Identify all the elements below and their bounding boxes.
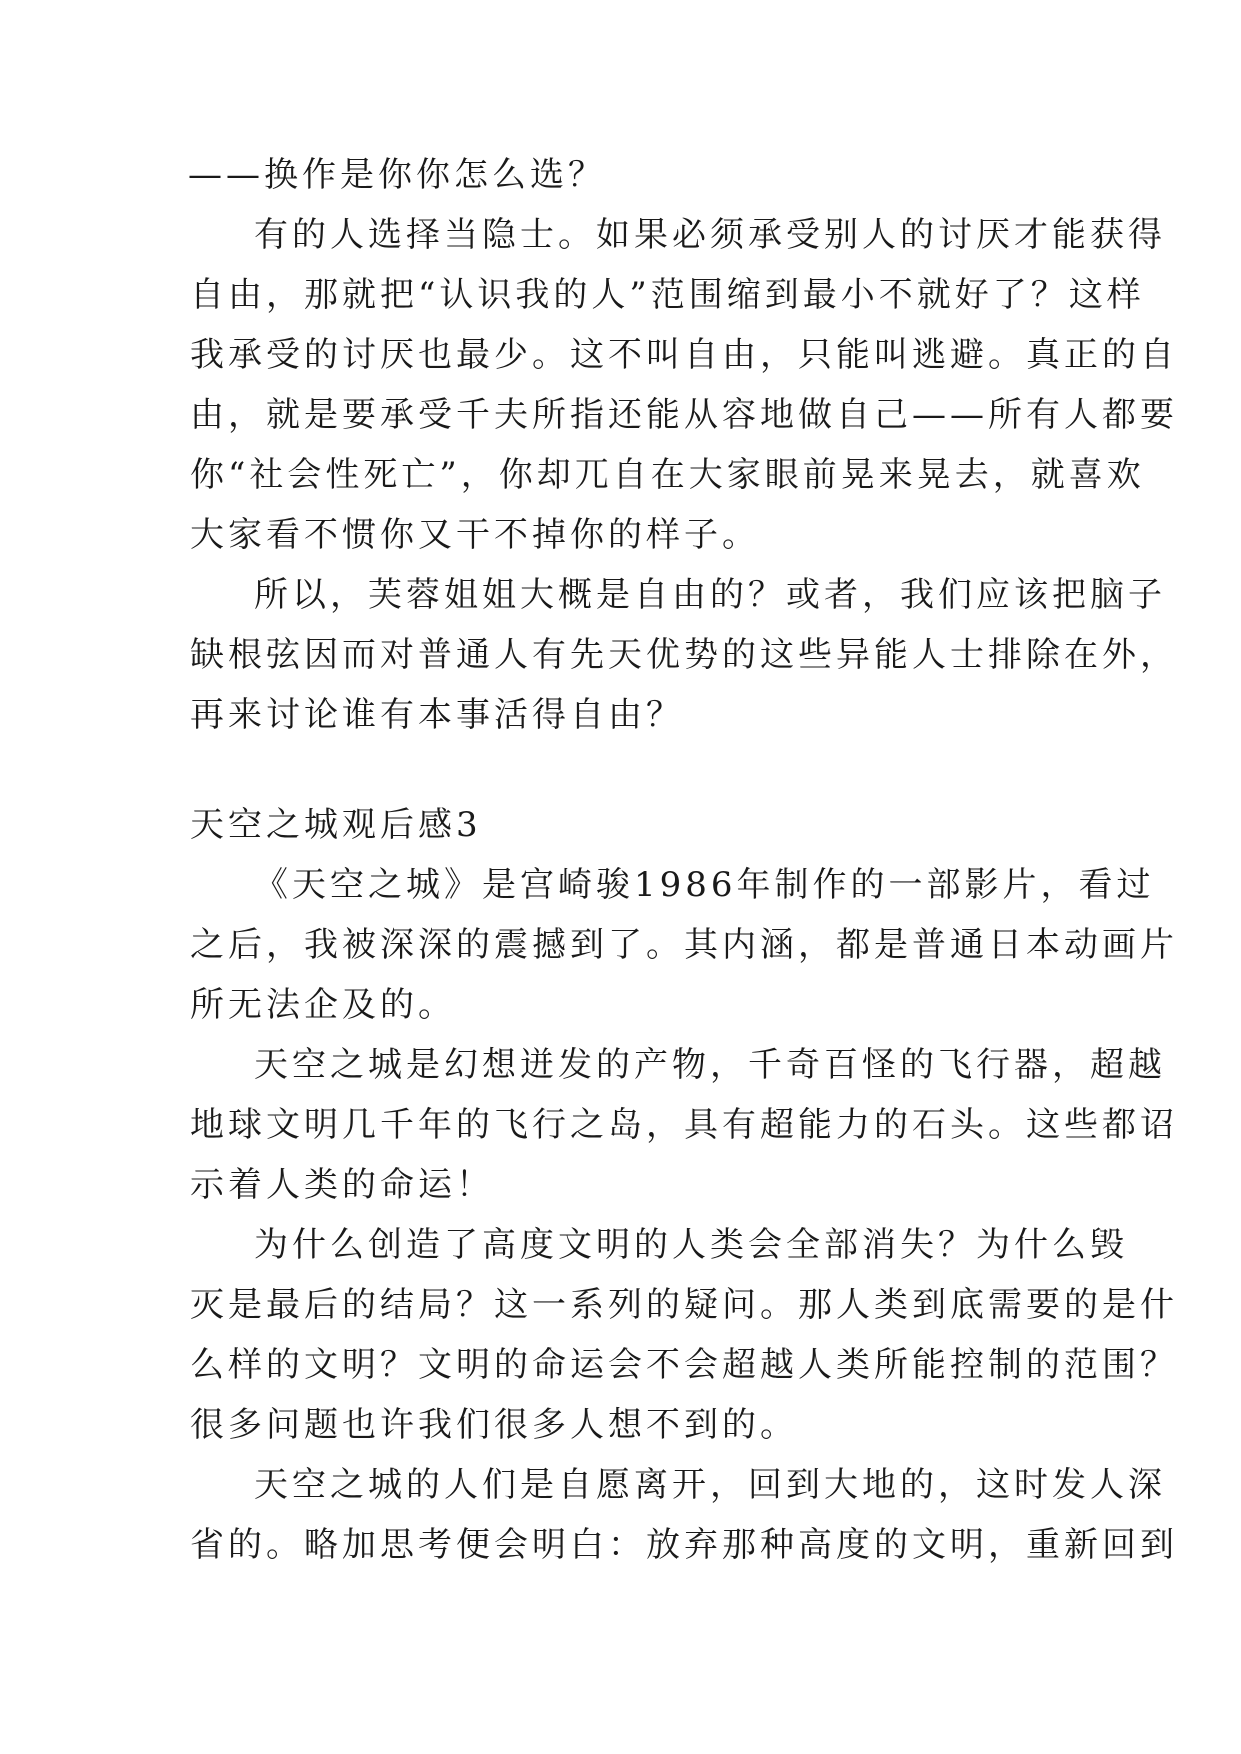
paragraph-line: 之后，我被深深的震撼到了。其内涵，都是普通日本动画片	[190, 925, 1178, 965]
paragraph-line: 天空之城的人们是自愿离开，回到大地的，这时发人深	[254, 1465, 1166, 1505]
paragraph-line: 天空之城是幻想迸发的产物，千奇百怪的飞行器，超越	[254, 1045, 1166, 1085]
paragraph-line: 你“社会性死亡”，你却兀自在大家眼前晃来晃去，就喜欢	[190, 455, 1145, 495]
paragraph-line: 缺根弦因而对普通人有先天优势的这些异能人士排除在外，	[190, 635, 1178, 675]
paragraph-line: 由，就是要承受千夫所指还能从容地做自己——所有人都要	[190, 395, 1178, 435]
paragraph-line: 我承受的讨厌也最少。这不叫自由，只能叫逃避。真正的自	[190, 335, 1178, 375]
paragraph-line: 为什么创造了高度文明的人类会全部消失？为什么毁	[254, 1225, 1128, 1265]
paragraph-line: 地球文明几千年的飞行之岛，具有超能力的石头。这些都诏	[190, 1105, 1178, 1145]
paragraph-line: 自由，那就把“认识我的人”范围缩到最小不就好了？这样	[190, 275, 1145, 315]
paragraph-line: 很多问题也许我们很多人想不到的。	[190, 1405, 798, 1445]
text-line: ——换作是你你怎么选？	[188, 155, 606, 195]
paragraph-line: 大家看不惯你又干不掉你的样子。	[190, 515, 760, 555]
section-title: 天空之城观后感3	[190, 805, 482, 845]
paragraph-line: 灭是最后的结局？这一系列的疑问。那人类到底需要的是什	[190, 1285, 1178, 1325]
paragraph-line: 示着人类的命运！	[190, 1165, 494, 1205]
paragraph-line: 所无法企及的。	[190, 985, 456, 1025]
paragraph-line: 再来讨论谁有本事活得自由？	[190, 695, 684, 735]
paragraph-line: 么样的文明？文明的命运会不会超越人类所能控制的范围？	[190, 1345, 1178, 1385]
paragraph-line: 《天空之城》是宫崎骏1986年制作的一部影片，看过	[254, 865, 1155, 905]
paragraph-line: 所以，芙蓉姐姐大概是自由的？或者，我们应该把脑子	[254, 575, 1166, 615]
paragraph-line: 有的人选择当隐士。如果必须承受别人的讨厌才能获得	[254, 215, 1166, 255]
paragraph-line: 省的。略加思考便会明白：放弃那种高度的文明，重新回到	[190, 1525, 1178, 1565]
